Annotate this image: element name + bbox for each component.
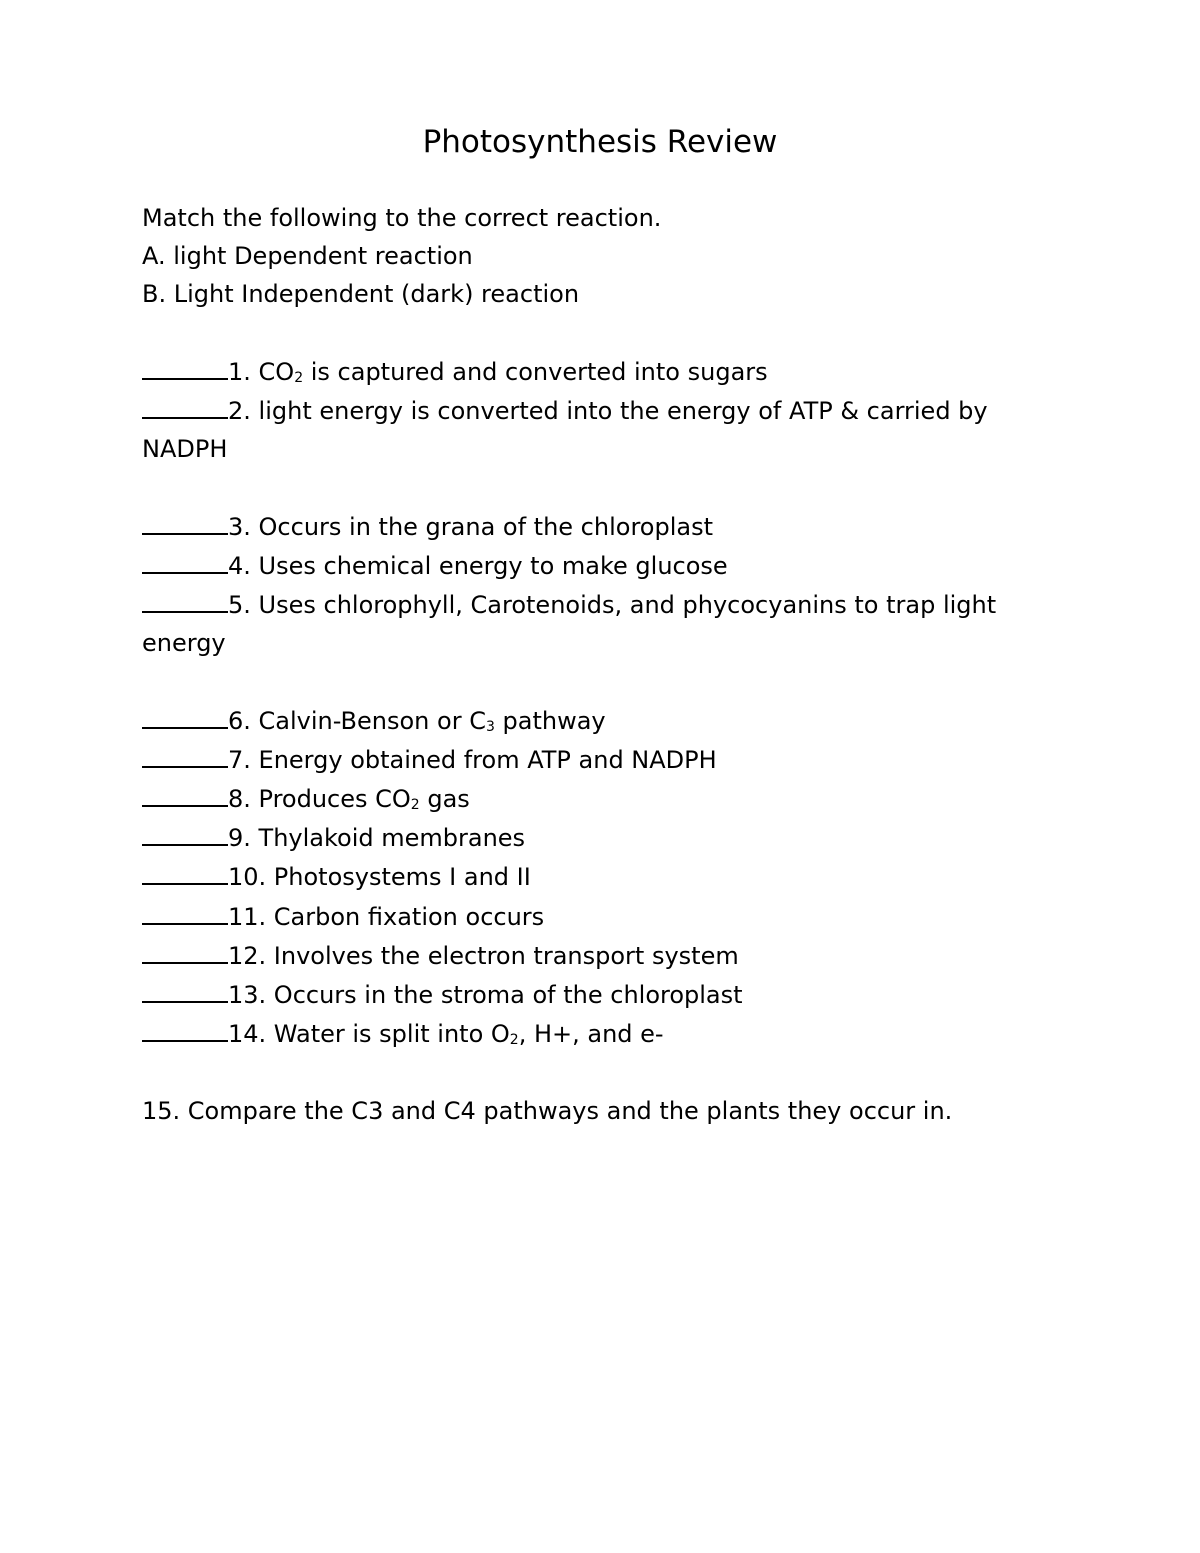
spacer [142,314,1072,352]
question-1: 1. $CO_2$ is captured and converted into sugars [142,352,1072,391]
question-4: 4. Uses chemical energy to make glucose [142,546,1072,585]
answer-blank[interactable] [142,936,228,964]
answer-blank[interactable] [142,352,228,380]
question-number: 7. [228,745,251,774]
question-14: 14. Water is split into $O_2$, H+, and e- [142,1014,1072,1053]
question-number: 11. [228,902,267,931]
question-6: 6. Calvin-Benson or $C_3$ pathway [142,701,1072,740]
question-2: 2. light energy is converted into the energy of ATP & carried by NADPH [142,391,1072,468]
question-number: 9. [228,824,251,853]
answer-blank[interactable] [142,1014,228,1042]
question-number: 3. [228,512,251,541]
question-12: 12. Involves the electron transport system [142,936,1072,975]
answer-blank[interactable] [142,546,228,574]
question-number: 4. [228,551,251,580]
question-7: 7. Energy obtained from ATP and NADPH [142,740,1072,779]
answer-blank[interactable] [142,897,228,925]
answer-blank[interactable] [142,585,228,613]
worksheet-content [142,199,1072,1130]
question-15: 15. Compare the C3 and C4 pathways and the plants they occur in. [142,1096,953,1125]
page-title: Photosynthesis Review [422,124,778,160]
question-9: 9. Thylakoid membranes [142,818,1072,857]
question-10: 10. Photosystems I and II [142,857,1072,896]
spacer [142,468,1072,506]
option-a: A. light Dependent reaction [142,242,473,271]
question-number: 10. [228,863,267,892]
question-number: 8. [228,785,251,813]
question-number: 2. [228,397,251,425]
question-number: 6. [228,706,251,735]
question-5: 5. Uses chlorophyll, Carotenoids, and phycocyanins to trap light energy [142,585,1072,662]
question-13: 13. Occurs in the stroma of the chloroplast [142,975,1072,1014]
question-number: 5. [228,591,251,619]
question-number: 12. [228,941,267,970]
question-number: 14. [228,1020,267,1049]
question-11: 11. Carbon fixation occurs [142,897,1072,936]
answer-blank[interactable] [142,857,228,885]
answer-blank[interactable] [142,740,228,768]
question-8: 8. Produces $CO_2$ gas [142,779,1072,818]
answer-blank[interactable] [142,391,228,419]
answer-blank[interactable] [142,779,228,807]
spacer [142,662,1072,700]
question-3: 3. Occurs in the grana of the chloroplast [142,507,1072,546]
question-number: 13. [228,981,267,1010]
answer-blank[interactable] [142,507,228,535]
instructions: Match the following to the correct reaction. [142,204,662,232]
answer-blank[interactable] [142,701,228,729]
spacer [142,1053,1072,1091]
question-number: 1. [228,357,251,386]
answer-blank[interactable] [142,975,228,1003]
option-b: B. Light Independent (dark) reaction [142,280,580,309]
answer-blank[interactable] [142,818,228,846]
